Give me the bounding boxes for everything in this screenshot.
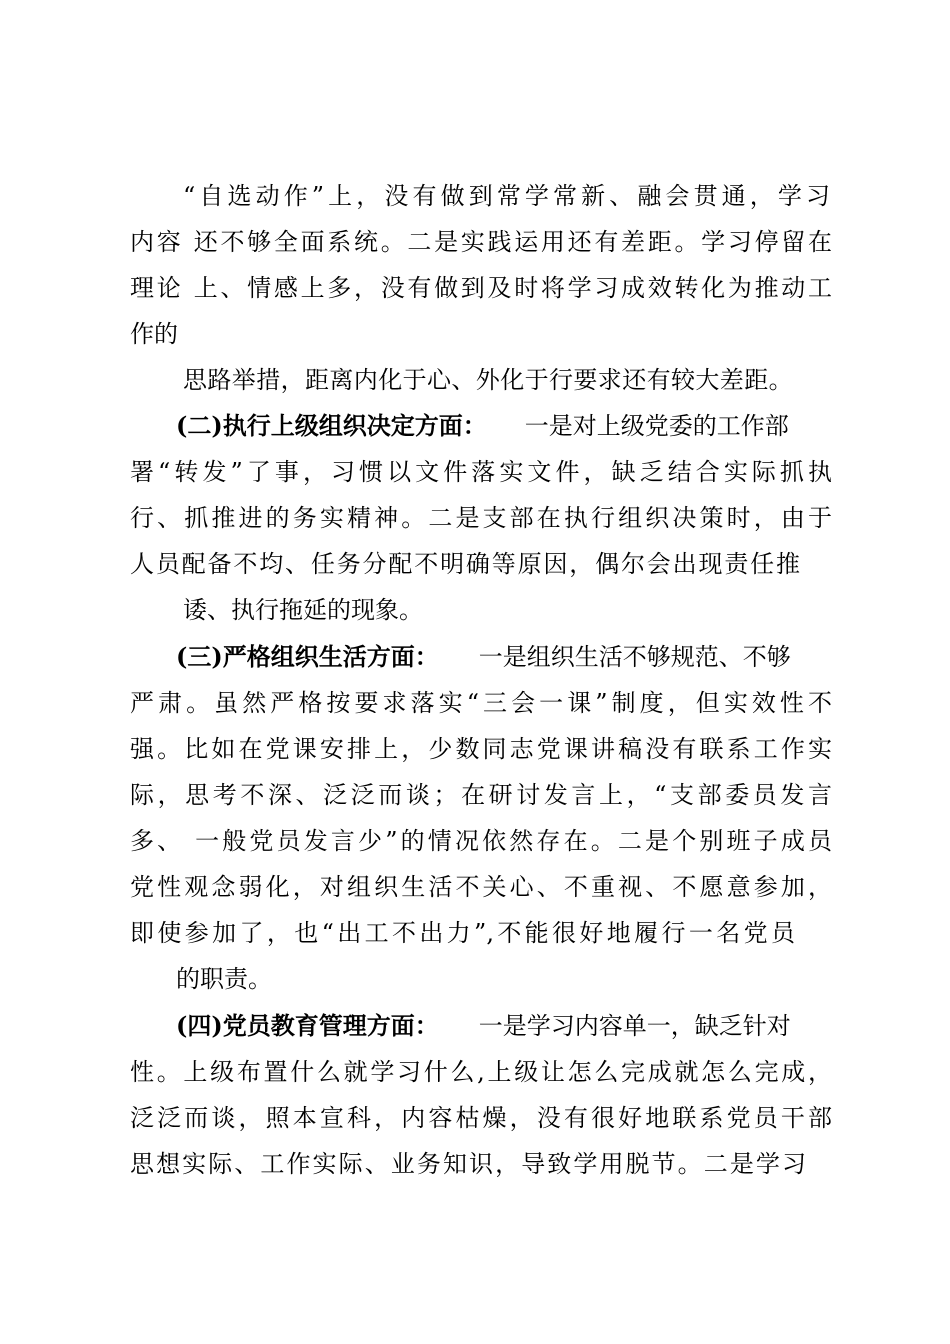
body-text-line: 性。上级布置什么就学习什么,上级让怎么完成就怎么完成， — [130, 1058, 832, 1086]
body-text-line: 强。比如在党课安排上，少数同志党课讲稿没有联系工作实 — [130, 735, 832, 763]
section-heading: (四)党员教育管理方面： — [176, 1011, 439, 1040]
section-heading: (二)执行上级组织决定方面： — [176, 411, 487, 440]
body-text-line: 理论 上、情感上多，没有做到及时将学习成效转化为推动工 — [130, 274, 832, 302]
body-text: 一是学习内容单一，缺乏针对 — [478, 1012, 791, 1040]
body-text-line: 际，思考不深、泛泛而谈；在研讨发言上，“支部委员发言 — [130, 781, 832, 809]
body-text-line: 严肃。虽然严格按要求落实“三会一课”制度，但实效性不 — [130, 689, 832, 717]
body-text-line: 行、抓推进的务实精神。二是支部在执行组织决策时，由于 — [130, 504, 832, 532]
body-text-line: 人员配备不均、任务分配不明确等原因，偶尔会出现责任推 — [130, 550, 800, 578]
section-heading: (三)严格组织生活方面： — [176, 642, 439, 671]
body-text-line: 思想实际、工作实际、业务知识，导致学用脱节。二是学习 — [130, 1150, 806, 1178]
body-text: 一是组织生活不够规范、不够 — [478, 643, 791, 671]
body-text-line: 思路举措，距离内化于心、外化于行要求还有较大差距。 — [183, 366, 793, 394]
body-text: 一是对上级党委的工作部 — [524, 412, 789, 440]
body-text-line: 党性观念弱化，对组织生活不关心、不重视、不愿意参加， — [130, 873, 832, 901]
section-heading-line — [176, 1011, 791, 1041]
body-text-line: “自选动作”上，没有做到常学常新、融会贯通，学习 — [183, 182, 830, 210]
body-text-line: 署“转发”了事，习惯以文件落实文件，缺乏结合实际抓执 — [130, 458, 832, 486]
body-text-line: 的职责。 — [176, 965, 272, 993]
body-text-line: 内容 还不够全面系统。二是实践运用还有差距。学习停留在 — [130, 228, 832, 256]
body-text-line: 泛泛而谈，照本宣科，内容枯燥，没有很好地联系党员干部 — [130, 1104, 832, 1132]
body-text-line: 作的 — [130, 320, 178, 348]
section-heading-line — [176, 411, 831, 441]
body-text-line: 诿、执行拖延的现象。 — [183, 596, 423, 624]
body-text-line: 多、 一般党员发言少”的情况依然存在。二是个别班子成员 — [130, 827, 832, 855]
section-heading-line — [176, 642, 791, 672]
body-text-line: 即使参加了，也“出工不出力”,不能很好地履行一名党员 — [130, 919, 795, 947]
